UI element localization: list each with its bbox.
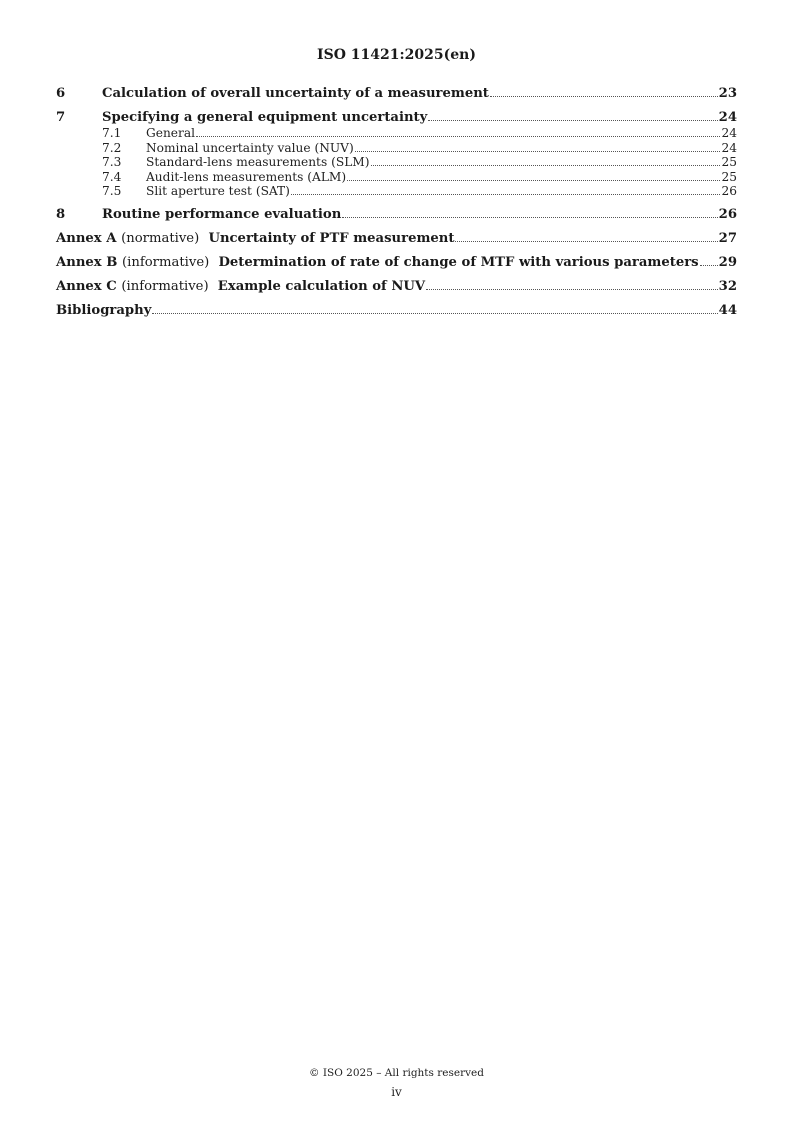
toc-leader: [342, 217, 717, 218]
toc-number: 7.4: [102, 169, 122, 184]
annex-type: (informative): [122, 254, 210, 270]
toc-title: Routine performance evaluation: [102, 206, 342, 222]
toc-leader: [152, 313, 717, 314]
toc-page: 24: [718, 110, 737, 125]
table-of-contents: [56, 86, 737, 319]
toc-title: Nominal uncertainty value (NUV): [146, 140, 354, 155]
toc-entry-7-4[interactable]: [56, 170, 737, 185]
toc-leader: [428, 120, 717, 121]
toc-page: 26: [721, 184, 737, 198]
toc-leader: [291, 194, 721, 195]
toc-annex-b[interactable]: [56, 255, 737, 271]
toc-annex-a[interactable]: [56, 231, 737, 247]
toc-leader: [347, 180, 720, 181]
toc-number: 7.2: [102, 140, 122, 155]
copyright-footer: © ISO 2025 – All rights reserved: [309, 1067, 484, 1079]
toc-leader: [371, 165, 721, 166]
document-header: ISO 11421:2025(en): [317, 47, 476, 63]
toc-page: 27: [718, 230, 737, 246]
toc-entry-6[interactable]: [56, 86, 737, 102]
toc-entry-7-5[interactable]: [56, 184, 737, 199]
toc-leader: [355, 151, 721, 152]
toc-number: 7: [56, 110, 66, 125]
toc-annex-c[interactable]: [56, 279, 737, 295]
toc-leader: [455, 241, 717, 242]
toc-page: 25: [721, 155, 737, 169]
toc-title: Audit-lens measurements (ALM): [146, 169, 347, 184]
annex-label: Annex A: [56, 230, 117, 246]
toc-number: 7.5: [102, 184, 122, 198]
annex-label: Annex C: [56, 278, 117, 294]
toc-page: 32: [718, 278, 737, 294]
toc-page: 44: [718, 302, 737, 318]
toc-leader: [426, 289, 718, 290]
toc-entry-7-3[interactable]: [56, 155, 737, 170]
page-number: iv: [391, 1085, 402, 1099]
annex-type: (informative): [121, 278, 209, 294]
toc-page: 26: [718, 206, 737, 222]
toc-page: 25: [721, 169, 737, 184]
toc-leader: [490, 96, 718, 97]
toc-number: 7.3: [102, 155, 122, 169]
toc-page: 29: [718, 254, 737, 270]
toc-number: 8: [56, 206, 66, 222]
toc-page: 23: [718, 86, 737, 101]
toc-entry-7-1[interactable]: [56, 126, 737, 141]
toc-title: General: [146, 126, 195, 140]
annex-title: Uncertainty of PTF measurement: [208, 230, 455, 246]
toc-page: 24: [721, 126, 737, 140]
toc-number: 7.1: [102, 126, 122, 140]
toc-title: Slit aperture test (SAT): [146, 184, 290, 198]
annex-type: (normative): [121, 230, 200, 246]
toc-bibliography[interactable]: [56, 303, 737, 319]
toc-entry-8[interactable]: [56, 207, 737, 223]
toc-entry-7-2[interactable]: [56, 141, 737, 156]
annex-label: Annex B: [56, 254, 118, 270]
annex-title: Determination of rate of change of MTF with various parameters: [218, 254, 699, 270]
toc-entry-7[interactable]: [56, 110, 737, 126]
toc-title: Bibliography: [56, 302, 152, 318]
toc-page: 24: [721, 140, 737, 155]
toc-title: Standard-lens measurements (SLM): [146, 155, 370, 169]
annex-title: Example calculation of NUV: [217, 278, 426, 294]
toc-title: Specifying a general equipment uncertainty: [102, 110, 428, 125]
toc-leader: [700, 265, 718, 266]
toc-number: 6: [56, 86, 66, 101]
toc-title: Calculation of overall uncertainty of a measurement: [102, 86, 489, 101]
toc-leader: [196, 136, 720, 137]
